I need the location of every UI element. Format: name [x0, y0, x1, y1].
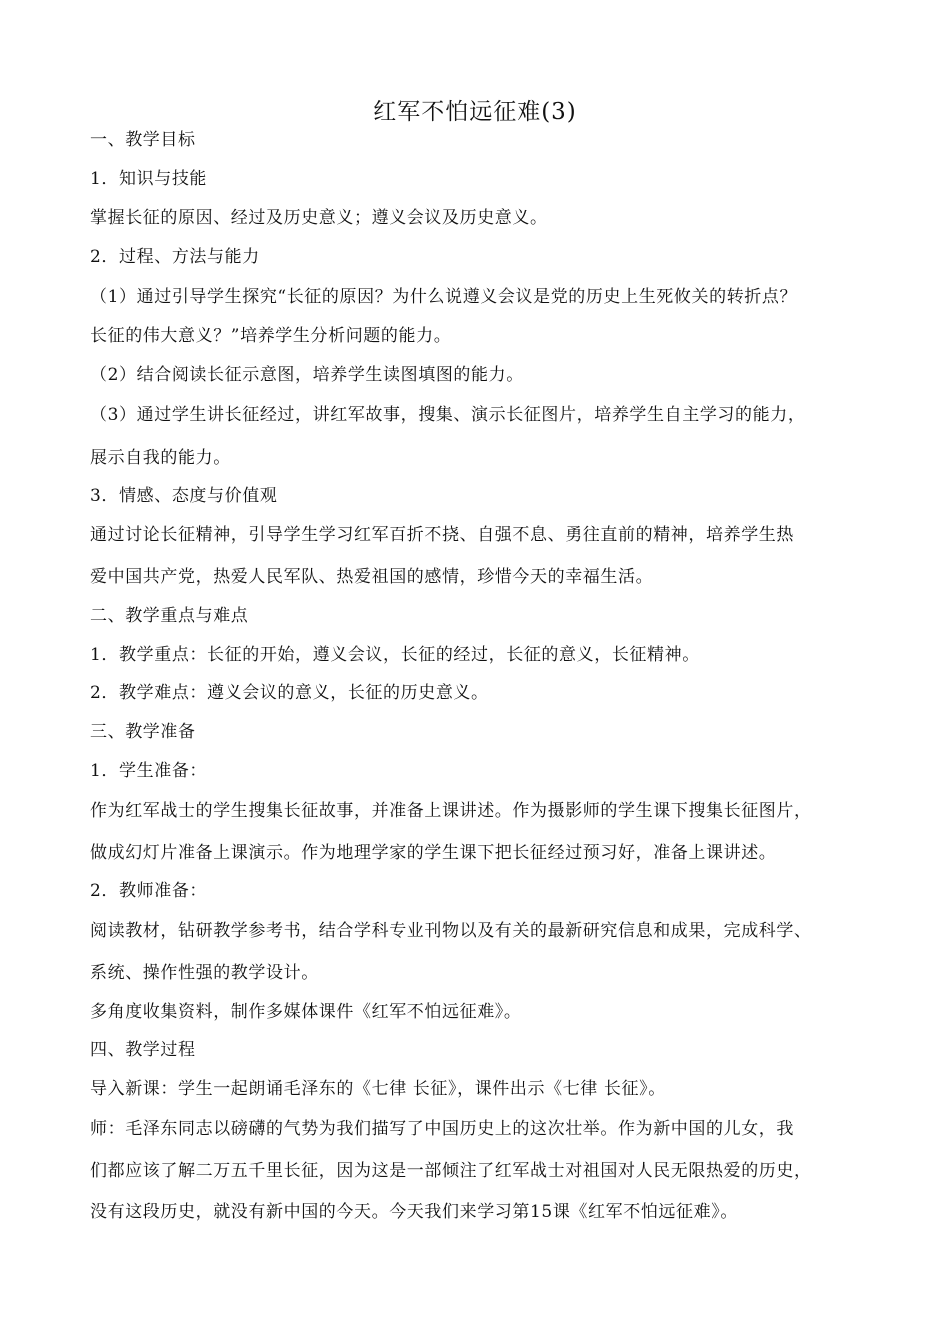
paragraph-line: 做成幻灯片准备上课演示。作为地理学家的学生课下把长征经过预习好，准备上课讲述。: [90, 843, 777, 863]
paragraph-line: 师：毛泽东同志以磅礴的气势为我们描写了中国历史上的这次壮举。作为新中国的儿女，我: [90, 1119, 794, 1139]
paragraph-line: 系统、操作性强的教学设计。: [90, 963, 319, 983]
paragraph-line: 展示自我的能力。: [90, 448, 231, 468]
paragraph-line: 2．教学难点：遵义会议的意义，长征的历史意义。: [90, 683, 489, 703]
paragraph-line: （3）通过学生讲长征经过，讲红军故事，搜集、演示长征图片，培养学生自主学习的能力，: [90, 405, 806, 425]
paragraph-line: 导入新课：学生一起朗诵毛泽东的《七律 长征》，课件出示《七律 长征》。: [90, 1079, 666, 1099]
paragraph-line: 通过讨论长征精神，引导学生学习红军百折不挠、自强不息、勇往直前的精神，培养学生热: [90, 525, 794, 545]
document-title: 红军不怕远征难(3): [373, 99, 577, 125]
paragraph-line: （1）通过引导学生探究“长征的原因？为什么说遵义会议是党的历史上生死攸关的转折点？: [90, 287, 798, 307]
paragraph-line: 阅读教材，钻研教学参考书，结合学科专业刊物以及有关的最新研究信息和成果，完成科学、: [90, 921, 812, 941]
paragraph-line: 多角度收集资料，制作多媒体课件《红军不怕远征难》。: [90, 1002, 522, 1022]
paragraph-line: 们都应该了解二万五千里长征，因为这是一部倾注了红军战士对祖国对人民无限热爱的历史，: [90, 1161, 812, 1181]
section-heading-process: 四、教学过程: [90, 1040, 196, 1060]
subheading-student-prep: 1．学生准备：: [90, 761, 208, 781]
paragraph-line: 没有这段历史，就没有新中国的今天。今天我们来学习第15课《红军不怕远征难》。: [90, 1202, 738, 1222]
paragraph-line: 爱中国共产党，热爱人民军队、热爱祖国的感情，珍惜今天的幸福生活。: [90, 567, 654, 587]
subheading-process: 2．过程、方法与能力: [90, 247, 260, 267]
paragraph-line: 长征的伟大意义？”培养学生分析问题的能力。: [90, 326, 452, 346]
subheading-values: 3．情感、态度与价值观: [90, 486, 278, 506]
paragraph-line: 作为红军战士的学生搜集长征故事，并准备上课讲述。作为摄影师的学生课下搜集长征图片，: [90, 801, 812, 821]
section-heading-preparation: 三、教学准备: [90, 722, 196, 742]
paragraph-line: 1．教学重点：长征的开始，遵义会议，长征的经过，长征的意义，长征精神。: [90, 645, 700, 665]
paragraph-line: （2）结合阅读长征示意图，培养学生读图填图的能力。: [90, 365, 524, 385]
section-heading-objectives: 一、教学目标: [90, 130, 196, 150]
paragraph-line: 掌握长征的原因、经过及历史意义；遵义会议及历史意义。: [90, 208, 548, 228]
subheading-teacher-prep: 2．教师准备：: [90, 881, 208, 901]
subheading-knowledge: 1．知识与技能: [90, 169, 208, 189]
section-heading-key-points: 二、教学重点与难点: [90, 606, 249, 626]
